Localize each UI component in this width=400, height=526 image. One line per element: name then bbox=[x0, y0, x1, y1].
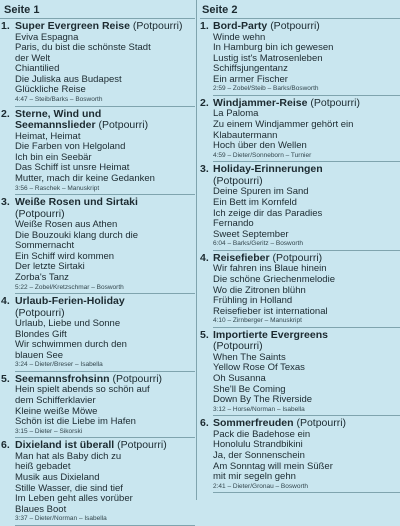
song-line: Hein spielt abends so schön auf bbox=[15, 384, 150, 396]
track-title-line2: Seemannslieder bbox=[15, 119, 96, 132]
track-title-text: Urlaub-Ferien-Holiday bbox=[15, 295, 125, 308]
song-line: dem Schifferklavier bbox=[15, 395, 96, 407]
track-credit: 3:56 – Raschek – Manuskript bbox=[15, 185, 195, 196]
song-line: She'll Be Coming bbox=[213, 383, 286, 395]
song-line: Lustig ist's Matrosenleben bbox=[213, 52, 323, 64]
song-line: Paris, du bist die schönste Stadt bbox=[15, 42, 151, 54]
song-line: Wo die Zitronen blühn bbox=[213, 284, 306, 296]
track-number: 2. bbox=[200, 96, 209, 109]
song-line: Zorba's Tanz bbox=[15, 272, 69, 283]
track-credit: 4:10 – Zirnberger – Manuskript bbox=[213, 317, 400, 328]
track-number: 4. bbox=[200, 251, 209, 264]
track-item bbox=[0, 21, 195, 107]
track-number: 5. bbox=[1, 372, 10, 385]
track-title bbox=[0, 197, 195, 220]
track-title-text: Sommerfreuden bbox=[213, 417, 294, 430]
track-title-text: Bord-Party bbox=[213, 20, 268, 32]
song-line: Der letzte Sirtaki bbox=[15, 261, 85, 273]
track-item bbox=[200, 253, 400, 328]
track-title bbox=[200, 21, 400, 33]
song-line: Die schöne Griechenmelodie bbox=[213, 273, 335, 285]
song-line: Ein armer Fischer bbox=[213, 73, 288, 85]
track-title bbox=[0, 374, 195, 386]
song-line: Deine Spuren im Sand bbox=[213, 186, 309, 198]
side-2-column bbox=[200, 0, 400, 500]
track-title-text: Dixieland ist überall bbox=[15, 439, 115, 452]
track-number: 6. bbox=[1, 439, 10, 452]
track-credit: 2:41 – Dieter/Gronau – Bosworth bbox=[213, 483, 400, 494]
song-line: Schiffsjungentanz bbox=[213, 63, 288, 75]
song-line: Blaues Boot bbox=[15, 503, 67, 515]
song-line: When The Saints bbox=[213, 351, 286, 363]
song-line: Am Sonntag will mein Süßer bbox=[213, 460, 333, 472]
track-item bbox=[200, 418, 400, 493]
song-line: Ein Bett im Kornfeld bbox=[213, 196, 297, 208]
track-title bbox=[200, 418, 400, 430]
song-line: Kleine weiße Möwe bbox=[15, 405, 98, 417]
potpourri-label: (Potpourri) bbox=[132, 20, 183, 32]
column-divider bbox=[196, 0, 197, 500]
song-line: blauen See bbox=[15, 349, 64, 361]
song-line: Heimat, Heimat bbox=[15, 130, 81, 142]
track-item bbox=[200, 98, 400, 162]
song-line: Down By The Riverside bbox=[213, 394, 313, 406]
song-line: Wir fahren ins Blaue hinein bbox=[213, 263, 327, 275]
song-line: Die Farben von Helgoland bbox=[15, 141, 126, 153]
side-1-header: Seite 1 bbox=[0, 0, 195, 19]
song-line: Man hat als Baby dich zu bbox=[15, 450, 122, 462]
track-item bbox=[0, 440, 195, 526]
song-line: Ich bin ein Seebär bbox=[15, 151, 92, 163]
track-number: 5. bbox=[200, 328, 209, 341]
song-line: Hoch über den Wellen bbox=[213, 140, 307, 152]
track-item bbox=[200, 21, 400, 96]
track-number: 4. bbox=[1, 295, 10, 308]
song-line: heiß gebadet bbox=[15, 461, 71, 473]
song-line: La Paloma bbox=[213, 108, 259, 120]
track-title-text: Weiße Rosen und Sirtaki bbox=[15, 196, 138, 209]
song-line: Urlaub, Liebe und Sonne bbox=[15, 318, 121, 330]
track-title-text: Seemannsfrohsinn bbox=[15, 372, 110, 385]
song-line: Ja, der Sonnenschein bbox=[213, 449, 305, 461]
potpourri-label: (Potpourri) bbox=[98, 119, 149, 132]
track-number: 3. bbox=[200, 163, 209, 176]
song-line: Chiantilied bbox=[15, 63, 60, 75]
song-line: Mutter, mach dir keine Gedanken bbox=[15, 172, 155, 184]
track-credit: 4:47 – Steib/Barks – Bosworth bbox=[15, 96, 195, 107]
side-1-column bbox=[0, 0, 195, 523]
song-line: Pack die Badehose ein bbox=[213, 428, 311, 440]
track-credit: 6:04 – Barks/Geritz – Bosworth bbox=[213, 240, 400, 251]
potpourri-label: (Potpourri) bbox=[310, 96, 360, 109]
song-line: Reisefieber ist international bbox=[213, 305, 328, 317]
track-title bbox=[200, 164, 400, 187]
potpourri-label: (Potpourri) bbox=[112, 372, 163, 385]
track-item bbox=[0, 197, 195, 294]
track-title bbox=[0, 21, 195, 33]
track-title bbox=[0, 109, 195, 132]
song-line: Yellow Rose Of Texas bbox=[213, 362, 305, 374]
track-title-text: Sterne, Wind und bbox=[15, 107, 102, 120]
track-title-text: Super Evergreen Reise bbox=[15, 20, 130, 32]
track-number: 2. bbox=[1, 107, 10, 120]
potpourri-label: (Potpourri) bbox=[117, 439, 167, 452]
track-title-text: Importierte Evergreens bbox=[213, 328, 328, 341]
song-line: Ein Schiff wird kommen bbox=[15, 250, 115, 262]
potpourri-label: (Potpourri) bbox=[272, 251, 323, 264]
track-item bbox=[0, 109, 195, 195]
track-number: 6. bbox=[200, 417, 209, 430]
song-line: Sommernacht bbox=[15, 240, 75, 252]
track-credit: 4:59 – Dieter/Sonneborn – Turnier bbox=[213, 152, 400, 163]
track-title-line2: (Potpourri) bbox=[213, 174, 263, 187]
song-line: Eviva Espagna bbox=[15, 31, 79, 43]
song-line: Die Juliska aus Budapest bbox=[15, 73, 122, 85]
track-number: 1. bbox=[1, 20, 10, 32]
song-line: Frühling in Holland bbox=[213, 295, 293, 307]
song-line: In Hamburg bin ich gewesen bbox=[213, 42, 334, 54]
track-credit: 2:59 – Zobel/Steib – Barks/Bosworth bbox=[213, 85, 400, 96]
track-item bbox=[0, 296, 195, 372]
track-title-line2: (Potpourri) bbox=[213, 340, 263, 353]
track-title-text: Reisefieber bbox=[213, 251, 270, 264]
song-line: Honolulu Strandbikini bbox=[213, 439, 303, 451]
song-line: Schön ist die Liebe im Hafen bbox=[15, 416, 136, 428]
track-item bbox=[0, 374, 195, 438]
track-title bbox=[0, 296, 195, 319]
song-line: Ich zeige dir das Paradies bbox=[213, 207, 323, 219]
potpourri-label: (Potpourri) bbox=[296, 417, 347, 430]
song-line: Winde wehn bbox=[213, 31, 266, 43]
song-line: der Welt bbox=[15, 52, 51, 64]
track-title bbox=[200, 98, 400, 110]
track-title bbox=[200, 330, 400, 353]
track-credit: 3:37 – Dieter/Norman – Isabella bbox=[15, 515, 195, 526]
track-title bbox=[200, 253, 400, 265]
track-title-text: Windjammer-Reise bbox=[213, 96, 308, 109]
song-line: Sweet September bbox=[213, 228, 289, 240]
track-title-line2: (Potpourri) bbox=[15, 306, 65, 319]
song-line: Im Leben geht alles vorüber bbox=[15, 493, 133, 505]
track-item bbox=[200, 164, 400, 250]
track-number: 3. bbox=[1, 196, 10, 209]
song-line: Glückliche Reise bbox=[15, 84, 86, 96]
song-line: Stille Wasser, die sind tief bbox=[15, 482, 123, 494]
song-line: Wir schwimmen durch den bbox=[15, 339, 127, 351]
song-line: Blondes Gift bbox=[15, 328, 67, 340]
track-title bbox=[0, 440, 195, 452]
side-2-header: Seite 2 bbox=[200, 0, 400, 19]
track-item bbox=[200, 330, 400, 416]
song-line: Fernando bbox=[213, 218, 254, 230]
track-title-text: Holiday-Erinnerungen bbox=[213, 163, 323, 176]
song-line: Oh Susanna bbox=[213, 372, 266, 384]
song-line: Zu einem Windjammer gehört ein bbox=[213, 119, 354, 131]
track-credit: 3:24 – Dieter/Breser – Isabella bbox=[15, 361, 195, 372]
potpourri-label: (Potpourri) bbox=[270, 20, 320, 32]
song-line: Das Schiff ist unsre Heimat bbox=[15, 162, 130, 174]
song-line: Klabautermann bbox=[213, 129, 278, 141]
track-credit: 3:15 – Dieter – Sikorski bbox=[15, 428, 195, 439]
track-credit: 3:12 – Horse/Norman – Isabella bbox=[213, 406, 400, 417]
song-line: Weiße Rosen aus Athen bbox=[15, 219, 118, 231]
track-credit: 5:22 – Zobel/Kretzschmar – Bosworth bbox=[15, 284, 195, 295]
song-line: Die Bouzouki klang durch die bbox=[15, 229, 139, 241]
song-line: Musik aus Dixieland bbox=[15, 472, 100, 484]
song-line: mit mir segeln gehn bbox=[213, 471, 296, 483]
track-title-line2: (Potpourri) bbox=[15, 207, 65, 220]
track-number: 1. bbox=[200, 20, 209, 32]
